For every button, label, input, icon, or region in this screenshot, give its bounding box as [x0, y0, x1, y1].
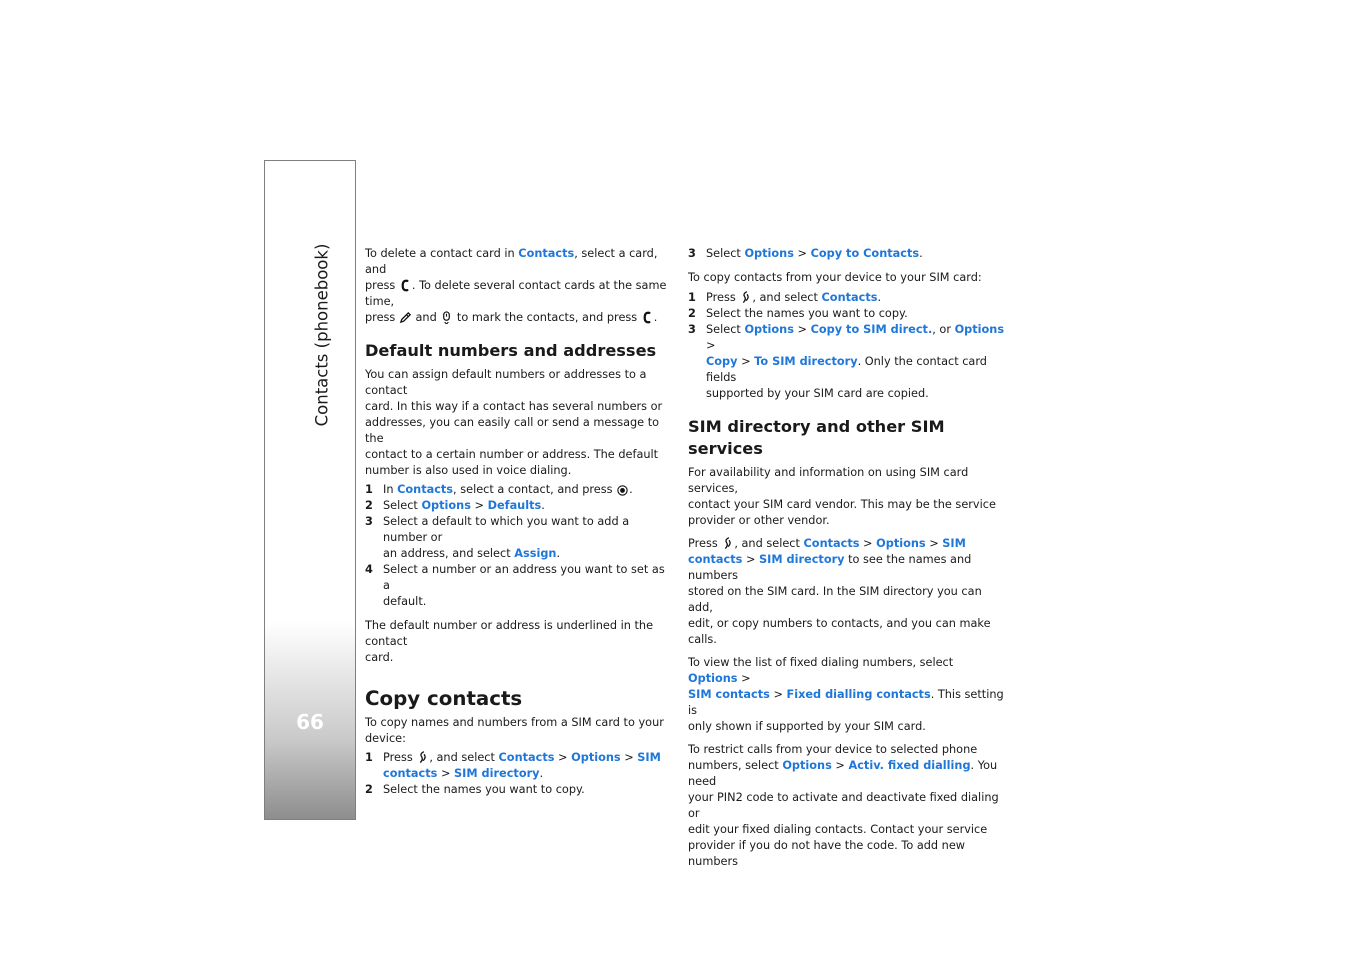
list-item: 3 Select Options > Copy to Contacts. [688, 247, 923, 260]
page-number: 66 [296, 710, 324, 734]
restrict-calls-paragraph: To restrict calls from your device to selected phone numbers, select Options > Activ. fixed dialling. You need your PIN2 code to activate and deactivate fixed dialing or edit your fixed dialing contacts. Contact your service provider if you do not have the code. To add new numbers [688, 743, 999, 868]
default-numbers-heading: Default numbers and addresses [365, 341, 657, 360]
sim-directory-heading: SIM directory and other SIM services [688, 417, 945, 458]
copy-steps-continued [688, 246, 1006, 262]
to-sim-steps-list [688, 290, 1006, 402]
menu-key-icon [721, 537, 734, 550]
list-item: 3 Select a default to which you want to add a number or an address, and select Assign. [365, 515, 630, 560]
default-steps-list [365, 482, 675, 610]
list-item: 4 Select a number or an address you want to set as a default. [365, 563, 665, 608]
menu-key-icon [739, 291, 752, 304]
select-key-icon [616, 483, 629, 496]
default-numbers-paragraph: You can assign default numbers or addresses to a contact card. In this way if a contact has several numbers or addresses, you can easily call or send a message to the contact to a certain number or address. The default number is also used in voice dialing. [365, 368, 663, 477]
to-sim-intro: To copy contacts from your device to your SIM card: [688, 271, 982, 284]
copy-contacts-heading: Copy contacts [365, 687, 523, 710]
right-column [688, 246, 1006, 870]
menu-key-icon [416, 751, 429, 764]
call-key-icon [399, 279, 412, 292]
copy-steps-list [365, 750, 675, 798]
list-item: 1 Press , and select Contacts. [688, 291, 882, 304]
call-key-icon [641, 311, 654, 324]
copy-intro-paragraph: To copy names and numbers from a SIM card to your device: [365, 716, 664, 745]
sim-directory-paragraph: Press , and select Contacts > Options > SIM contacts > SIM directory to see the names and numbers stored on the SIM card. In the SIM directory you can add, edit, or copy numbers to contacts, and you can make calls. [688, 537, 991, 646]
chapter-title: Contacts (phonebook) [312, 243, 332, 427]
list-item: 1 Press , and select Contacts > Options > SIM contacts > SIM directory. [365, 751, 661, 780]
list-item: 3 Select Options > Copy to SIM direct., or Options > Copy > To SIM directory. Only the contact card fields supported by your SIM card are copied. [688, 323, 1005, 400]
list-item: 2 Select Options > Defaults. [365, 499, 545, 512]
left-column [365, 246, 675, 798]
contacts-link: Contacts [518, 247, 575, 260]
list-item: 2 Select the names you want to copy. [365, 783, 585, 796]
fixed-dialing-paragraph: To view the list of fixed dialing numbers, select Options > SIM contacts > Fixed dialling contacts. This setting is only shown if supported by your SIM card. [688, 656, 1004, 733]
scroll-key-icon [440, 311, 453, 324]
underline-note: The default number or address is underlined in the contact card. [365, 619, 654, 664]
sim-availability-paragraph: For availability and information on using SIM card services, contact your SIM card vendor. This may be the service provider or other vendor. [688, 466, 996, 527]
delete-paragraph: To delete a contact card in Contacts, select a card, and press . To delete several contact cards at the same time, press and to mark the contacts, and press . [365, 247, 667, 324]
list-item: 1 In Contacts, select a contact, and press . [365, 483, 633, 496]
list-item: 2 Select the names you want to copy. [688, 307, 908, 320]
edit-key-icon [399, 311, 412, 324]
